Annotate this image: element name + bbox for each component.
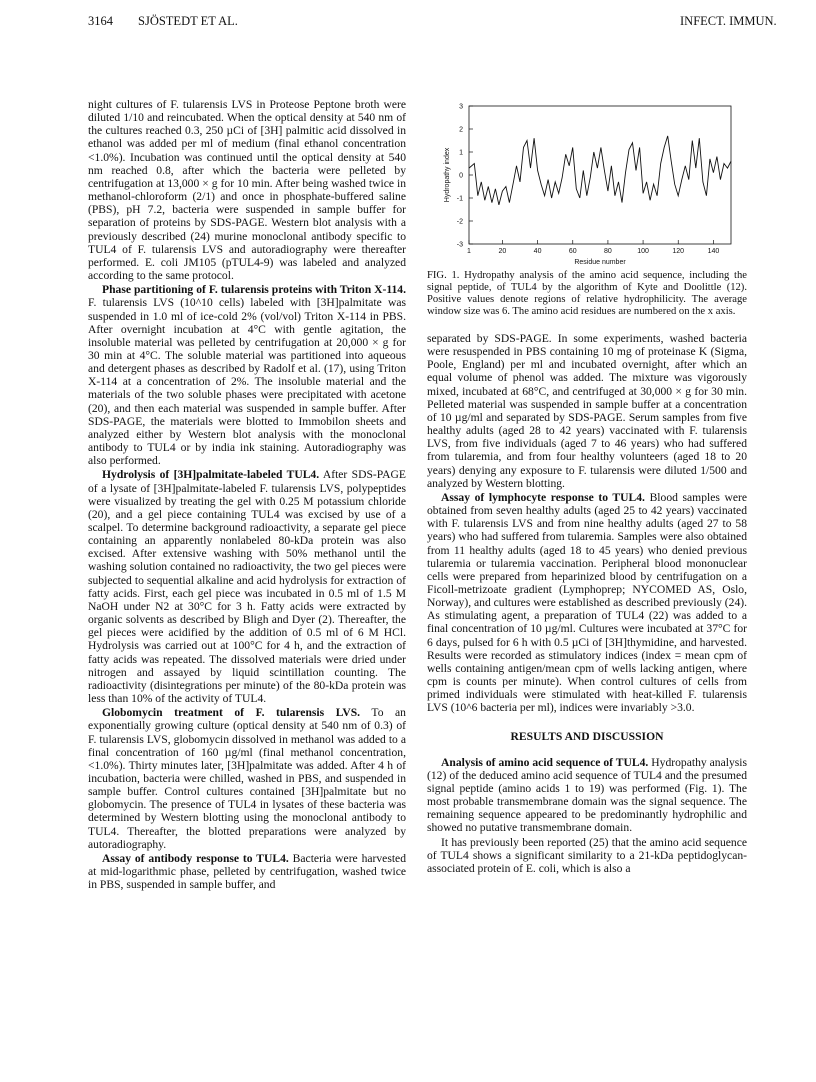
figure-1-chart [427, 96, 747, 273]
y-tick-label: -3 [456, 241, 463, 249]
journal-name: INFECT. IMMUN. [680, 14, 777, 28]
y-tick-label: 3 [459, 103, 463, 111]
paragraph: Globomycin treatment of F. tularensis LVS. To an exponentially growing culture (optical density at 540 nm of 0.3) of F. tularensis LVS, globomycin dissolved in methanol was added to a final concentration of 160 µg/ml (final methanol concentration, <1.0%). Thirty minutes later, [3H]palmitate was added. After 4 h of incubation, bacteria were chilled, washed in PBS, and suspended in sample buffer. Control cultures contained [3H]palmitate but no globomycin. The presence of TUL4 in lysates of these bacteria was determined by Western blotting using the monoclonal antibody to TUL4. Thereafter, the blotted preparations were analyzed by autoradiography. [88, 706, 406, 851]
subsection-heading: Phase partitioning of F. tularensis proteins with Triton X-114. [102, 283, 406, 297]
x-tick-label: 40 [533, 248, 542, 255]
right-column [427, 332, 747, 875]
x-tick-label: 60 [568, 248, 577, 255]
subsection-heading: Analysis of amino acid sequence of TUL4. [441, 755, 649, 769]
paragraph: night cultures of F. tularensis LVS in Proteose Peptone broth were diluted 1/10 and reincubated. When the optical density at 540 nm of the cultures reached 0.3, 250 µCi of [3H] palmitic acid dissolved in ethanol was added per ml of medium (final ethanol concentration <1.0%). Incubation was continued until the optical density at 540 nm reached 0.8, after which the bacteria were pelleted by centrifugation at 13,000 × g for 10 min. After being washed twice in methanol-chloroform (2/1) and once in phosphate-buffered saline (PBS), pH 7.2, bacteria were suspended in sample buffer for separation of proteins by SDS-PAGE. Western blot analysis with a previously described (24) murine monoclonal antibody specific to TUL4 of F. tularensis LVS and autoradiography were thereafter performed. E. coli JM105 (pTUL4-9) was labeled and analyzed according to the same protocol. [88, 98, 406, 283]
running-authors: SJÖSTEDT ET AL. [138, 14, 238, 28]
subsection-heading: Assay of lymphocyte response to TUL4. [441, 490, 645, 504]
y-tick-label: 2 [459, 126, 463, 134]
left-column [88, 98, 406, 891]
section-heading: RESULTS AND DISCUSSION [510, 729, 664, 743]
figure-caption: FIG. 1. Hydropathy analysis of the amino acid sequence, including the signal peptide, of TUL4 by the algorithm of Kyte and Doolittle (12). Positive values denote regions of relative hydrophilicity. The average window size was 6. The amino acid residues are numbered on the x axis. [427, 270, 747, 317]
hydropathy-plot [427, 96, 747, 268]
x-axis-label: Residue number [574, 259, 626, 266]
x-tick-label: 140 [707, 248, 720, 255]
subsection-heading: Assay of antibody response to TUL4. [102, 851, 289, 865]
plot-frame [469, 106, 731, 244]
x-tick-label: 20 [498, 248, 507, 255]
y-tick-label: 1 [459, 149, 463, 157]
y-axis-label: Hydropathy index [444, 147, 451, 203]
y-tick-label: -1 [456, 195, 463, 203]
x-tick-label: 100 [637, 248, 649, 255]
paragraph: It has previously been reported (25) that the amino acid sequence of TUL4 shows a significant similarity to a 21-kDa peptidoglycan-associated protein of E. coli, which is also a [427, 835, 747, 875]
paragraph: Assay of antibody response to TUL4. Bacteria were harvested at mid-logarithmic phase, pelleted by centrifugation, washed twice in PBS, suspended in sample buffer, and [88, 851, 407, 892]
y-tick-label: 0 [459, 172, 463, 180]
subsection-heading: Globomycin treatment of F. tularensis LVS. [102, 706, 361, 720]
paragraph: Hydrolysis of [3H]palmitate-labeled TUL4. After SDS-PAGE of a lysate of [3H]palmitate-labeled F. tularensis LVS, polypeptides were visualized by treating the gel with 0.25 M potassium chloride (20), and a gel piece containing TUL4 was excised by use of a scalpel. To determine background radioactivity, a separate gel piece containing an apparently nonlabeled 80-kDa protein was also excised. After extensive washing with 50% methanol until the washing solution contained no radioactivity, the two gel pieces were subjected to sequential alkaline and acid hydrolysis for extraction of fatty acids. First, each gel piece was incubated in 0.5 ml of 1.5 M NaOH under N2 at 30°C for 3 h. Fatty acids were extracted by organic solvents as described by Bligh and Dyer (2). Thereafter, the gel pieces were acidified by the addition of 0.5 ml of 6 M HCl. Hydrolysis was carried out at 100°C for 4 h, and the extraction of fatty acids was repeated. The dissolved materials were dried under nitrogen and assayed by liquid scintillation counting. The radioactivity (disintegrations per minute) of the 80-kDa protein was less than 10% of the activity of TUL4. [88, 468, 406, 706]
x-tick-label: 1 [467, 248, 471, 255]
paragraph: Analysis of amino acid sequence of TUL4. Hydropathy analysis (12) of the deduced amino acid sequence of TUL4 and the presumed signal peptide (amino acids 1 to 19) was performed (Fig. 1). The most probable transmembrane domain was the signal sequence. The remaining sequence appeared to be predominantly hydrophilic and showed no putative transmembrane domain. [427, 755, 748, 835]
hydropathy-series-line [469, 136, 731, 205]
subsection-heading: Hydrolysis of [3H]palmitate-labeled TUL4. [102, 468, 320, 482]
paragraph: separated by SDS-PAGE. In some experiments, washed bacteria were resuspended in PBS containing 10 mg of proteinase K (Sigma, Poole, England) per ml and incubated overnight, after which an equal volume of phenol was added. The mixture was vigorously mixed, incubated at 68°C, and centrifuged at 30,000 × g for 30 min. Pelleted material was suspended in sample buffer at a concentration of 10 µg/ml and separated by SDS-PAGE. Serum samples from five healthy adults (aged 28 to 42 years) vaccinated with F. tularensis LVS, from five individuals (aged 7 to 46 years) who had suffered from tularemia, and from four healthy volunteers (aged 18 to 20 years) denying any exposure to F. tularensis were diluted 1/500 and analyzed by Western blotting. [427, 332, 747, 490]
paragraph: Phase partitioning of F. tularensis proteins with Triton X-114. F. tularensis LVS (10^10 cells) labeled with [3H]palmitate was suspended in 1.0 ml of ice-cold 2% (vol/vol) Triton X-114 in PBS. After overnight incubation at 4°C with gentle agitation, the insoluble material was pelleted by centrifugation at 20,000 × g for 30 min at 4°C. The soluble material was partitioned into aqueous and detergent phases as described by Radolf et al. (17), using Triton X-114 at a concentration of 2%. The insoluble material and the materials of the two soluble phases were precipitated with acetone (20), and then each material was suspended in sample buffer. After SDS-PAGE, the materials were blotted to Immobilon sheets and analyzed either by Western blot analysis with the monoclonal antibody to TUL4 or by india ink staining. Autoradiography was also performed. [88, 283, 406, 468]
x-tick-label: 80 [604, 248, 612, 255]
page-number: 3164 [88, 14, 113, 28]
x-tick-label: 120 [672, 248, 685, 255]
y-tick-label: -2 [456, 218, 463, 226]
paragraph: Assay of lymphocyte response to TUL4. Blood samples were obtained from seven healthy adults (aged 25 to 42 years) vaccinated with F. tularensis LVS and from nine healthy adults (aged 27 to 58 years) who had suffered from tularemia. Samples were also obtained from 11 healthy adults (aged 18 to 45 years) who denied previous tularemia or tularemia vaccination. Peripheral blood mononuclear cells were prepared from heparinized blood by centrifugation on a Ficoll-metrizoate gradient (Lymphoprep; NYCOMED AS, Oslo, Norway), and cultures were established as described previously (24). As stimulating agent, a preparation of TUL4 (22) was added to a final concentration of 10 µg/ml. Cultures were incubated at 37°C for 6 days, pulsed for 6 h with 0.5 µCi of [3H]thymidine, and harvested. Results were recorded as stimulatory indices (index = mean cpm of wells containing antigen/mean cpm of wells lacking antigen, where cpm is counts per minute). When control cultures of cells from primed individuals were stimulated with heat-killed F. tularensis LVS (10^6 bacteria per ml), indices were invariably >3.0. [427, 490, 748, 715]
